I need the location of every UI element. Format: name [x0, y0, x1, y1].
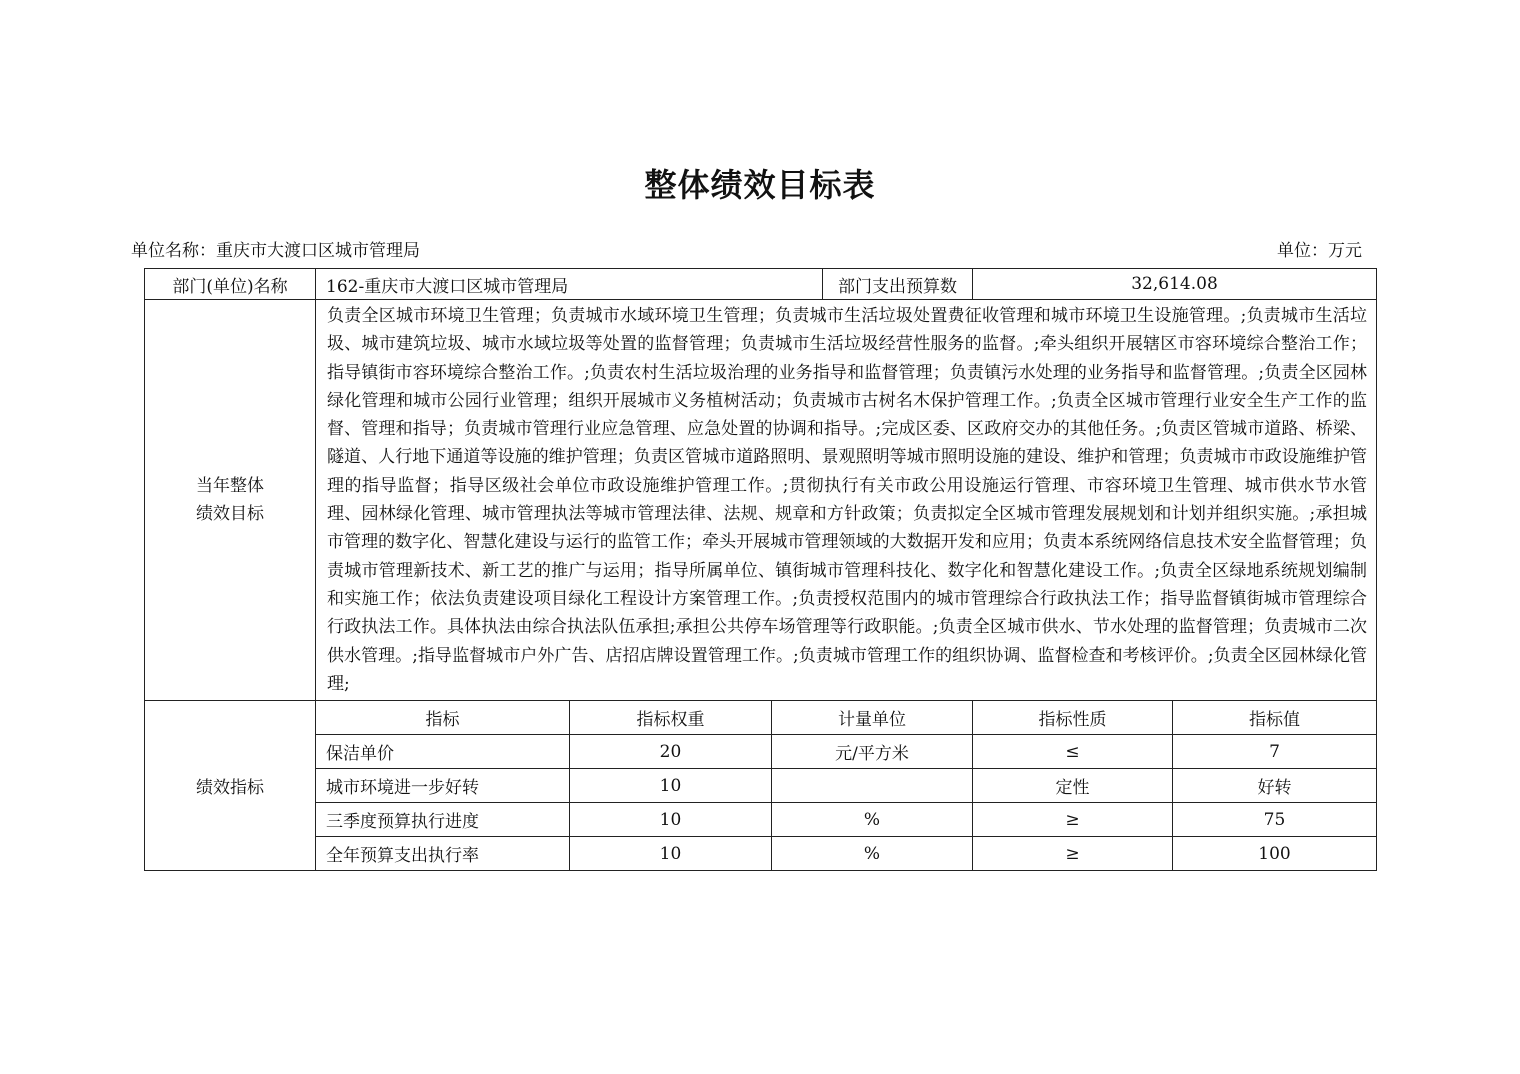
- indicator-name: 全年预算支出执行率: [316, 837, 570, 871]
- table-row: [145, 803, 1377, 837]
- goal-label: [145, 300, 316, 701]
- col-value: 指标值: [1173, 701, 1377, 735]
- indicator-weight: 10: [570, 803, 772, 837]
- indicator-name: 城市环境进一步好转: [316, 769, 570, 803]
- indicator-weight: 20: [570, 735, 772, 769]
- col-unit: 计量单位: [772, 701, 973, 735]
- page-title: 整体绩效目标表: [644, 166, 876, 204]
- indicator-nature: ≥: [973, 837, 1173, 871]
- budget-value: 32,614.08: [973, 269, 1377, 300]
- indicator-unit: [772, 769, 973, 803]
- goal-text: 负责全区城市环境卫生管理；负责城市水域环境卫生管理；负责城市生活垃圾处置费征收管理和城市环境卫生设施管理。;负责城市生活垃圾、城市建筑垃圾、城市水域垃圾等处置的监督管理；负责城市生活垃圾经营性服务的监督。;牵头组织开展辖区市容环境综合整治工作；指导镇街市容环境综合整治工作。;负责农村生活垃圾治理的业务指导和监督管理；负责镇污水处理的业务指导和监督管理。;负责全区园林绿化管理和城市公园行业管理；组织开展城市义务植树活动；负责城市古树名木保护管理工作。;负责全区城市管理行业安全生产工作的监督、管理和指导；负责城市管理行业应急管理、应急处置的协调和指导。;完成区委、区政府交办的其他任务。;负责区管城市道路、桥梁、隧道、人行地下通道等设施的维护管理；负责区管城市道路照明、景观照明等城市照明设施的建设、维护和管理；负责城市市政设施维护管理的指导监督；指导区级社会单位市政设施维护管理工作。;贯彻执行有关市政公用设施运行管理、市容环境卫生管理、城市供水节水管理、园林绿化管理、城市管理执法等城市管理法律、法规、规章和方针政策；负责拟定全区城市管理发展规划和计划并组织实施。;承担城市管理的数字化、智慧化建设与运行的监管工作；牵头开展城市管理领域的大数据开发和应用；负责本系统网络信息技术安全监督管理；负责城市管理新技术、新工艺的推广与运用；指导所属单位、镇街城市管理科技化、数字化和智慧化建设工作。;负责全区绿地系统规划编制和实施工作；依法负责建设项目绿化工程设计方案管理工作。;负责授权范围内的城市管理综合行政执法工作；指导监督镇街城市管理综合行政执法工作。具体执法由综合执法队伍承担;承担公共停车场管理等行政职能。;负责全区城市供水、节水处理的监督管理；负责城市二次供水管理。;指导监督城市户外广告、店招店牌设置管理工作。;负责城市管理工作的组织协调、监督检查和考核评价。;负责全区园林绿化管理;: [316, 300, 1377, 701]
- col-nature: 指标性质: [973, 701, 1173, 735]
- dept-value: 162-重庆市大渡口区城市管理局: [316, 269, 823, 300]
- perf-label: 绩效指标: [145, 701, 316, 871]
- performance-table: [144, 268, 1377, 871]
- indicator-weight: 10: [570, 769, 772, 803]
- indicator-nature: 定性: [973, 769, 1173, 803]
- table-row: [145, 837, 1377, 871]
- indicator-value: 7: [1173, 735, 1377, 769]
- indicator-unit: %: [772, 837, 973, 871]
- indicator-name: 三季度预算执行进度: [316, 803, 570, 837]
- col-indicator: 指标: [316, 701, 570, 735]
- table-row: [145, 735, 1377, 769]
- indicator-nature: ≤: [973, 735, 1173, 769]
- perf-header-row: [145, 701, 1377, 735]
- goal-label-line1: 当年整体: [196, 476, 264, 497]
- goal-row: [145, 300, 1377, 701]
- goal-label-line2: 绩效目标: [196, 504, 264, 525]
- indicator-unit: 元/平方米: [772, 735, 973, 769]
- dept-label: 部门(单位)名称: [145, 269, 316, 300]
- indicator-value: 100: [1173, 837, 1377, 871]
- currency-unit: 单位：万元: [1277, 241, 1362, 261]
- indicator-name: 保洁单价: [316, 735, 570, 769]
- budget-label: 部门支出预算数: [823, 269, 973, 300]
- unit-name: 单位名称：重庆市大渡口区城市管理局: [131, 241, 420, 261]
- col-weight: 指标权重: [570, 701, 772, 735]
- table-row: [145, 769, 1377, 803]
- indicator-value: 好转: [1173, 769, 1377, 803]
- indicator-nature: ≥: [973, 803, 1173, 837]
- indicator-unit: %: [772, 803, 973, 837]
- header-row: [145, 269, 1377, 300]
- indicator-weight: 10: [570, 837, 772, 871]
- indicator-value: 75: [1173, 803, 1377, 837]
